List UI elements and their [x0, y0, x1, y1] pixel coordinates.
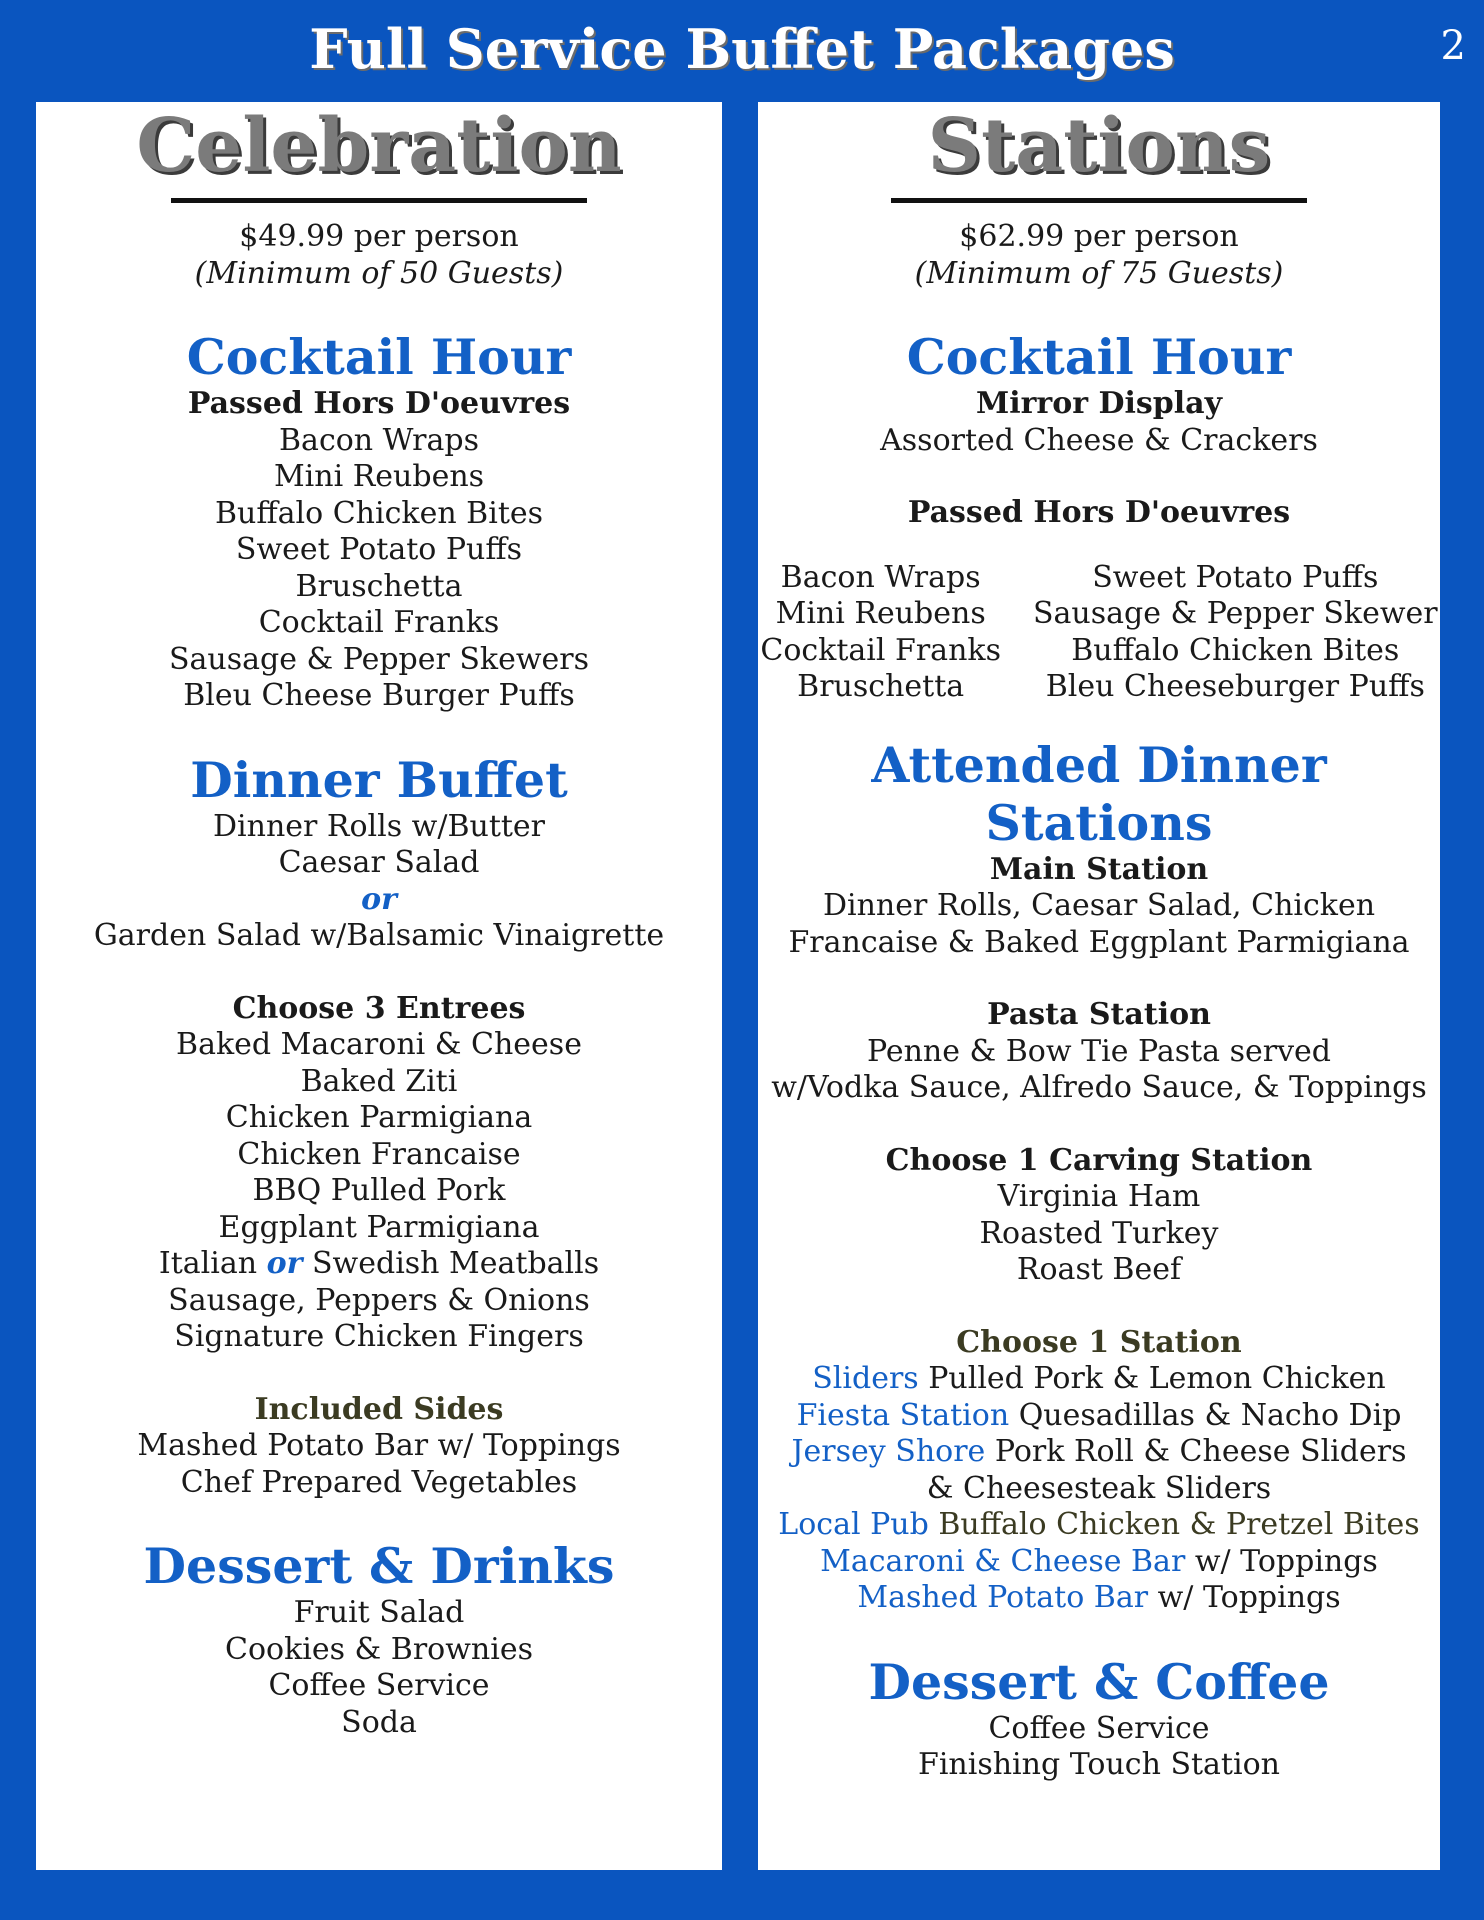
- station-option: [758, 1434, 1440, 1471]
- section-heading-dinner: Dinner Buffet: [190, 750, 568, 809]
- menu-item: Mini Reubens: [775, 596, 986, 631]
- station-option-desc: & Cheesesteak Sliders: [926, 1470, 1272, 1506]
- station-option: [758, 1544, 1440, 1581]
- package-name: Celebration: [136, 103, 622, 189]
- divider: [171, 198, 587, 203]
- station-option-desc: Buffalo Chicken & Pretzel Bites: [938, 1507, 1420, 1542]
- menu-item: Sweet Potato Puffs: [1092, 559, 1379, 595]
- station-option-name: Fiesta Station: [796, 1397, 1010, 1433]
- menu-item: Mini Reubens: [273, 459, 485, 494]
- station-option-desc: Pulled Pork & Lemon Chicken: [928, 1361, 1386, 1396]
- menu-item: Signature Chicken Fingers: [174, 1319, 584, 1354]
- guest-minimum: (Minimum of 50 Guests): [194, 255, 564, 291]
- station-option: [758, 1361, 1440, 1398]
- menu-item: Coffee Service: [988, 1710, 1210, 1746]
- menu-item: Penne & Bow Tie Pasta served: [867, 1033, 1331, 1069]
- section-heading-cocktail: Cocktail Hour: [186, 328, 572, 386]
- menu-item: Cocktail Franks: [258, 605, 500, 640]
- subheading-sides: Included Sides: [254, 1391, 504, 1427]
- guest-minimum: (Minimum of 75 Guests): [914, 255, 1284, 291]
- page-number: 2: [1440, 23, 1466, 69]
- menu-item: Bleu Cheese Burger Puffs: [183, 678, 575, 713]
- menu-item-meatballs: [36, 1246, 722, 1283]
- menu-item: Buffalo Chicken Bites: [1071, 632, 1400, 668]
- subheading-mirror: Mirror Display: [975, 386, 1223, 421]
- meatballs-option-b: Swedish Meatballs: [312, 1246, 600, 1281]
- station-option-name: Mashed Potato Bar: [857, 1580, 1149, 1615]
- station-option: [758, 1398, 1440, 1435]
- station-option-name: Jersey Shore: [791, 1434, 986, 1469]
- menu-item: Baked Ziti: [300, 1063, 458, 1099]
- menu-item: Roasted Turkey: [979, 1215, 1219, 1251]
- menu-item: Mashed Potato Bar w/ Toppings: [137, 1428, 621, 1463]
- menu-item: Fruit Salad: [293, 1595, 465, 1630]
- menu-item: Dinner Rolls, Caesar Salad, Chicken: [822, 888, 1376, 923]
- package-price: $62.99 per person: [959, 219, 1239, 254]
- section-heading-dinner: Attended Dinner Stations: [871, 735, 1327, 852]
- menu-item: Buffalo Chicken Bites: [214, 495, 544, 531]
- menu-item: BBQ Pulled Pork: [252, 1173, 506, 1208]
- menu-item: Caesar Salad: [278, 845, 480, 880]
- menu-item: Coffee Service: [268, 1668, 490, 1703]
- menu-item: Sausage & Pepper Skewer: [1032, 596, 1438, 631]
- menu-item: Sausage & Pepper Skewers: [168, 641, 590, 677]
- menu-item: Francaise & Baked Eggplant Parmigiana: [788, 924, 1410, 960]
- divider: [891, 198, 1307, 203]
- section-heading-dessert: Dessert & Drinks: [143, 1537, 615, 1595]
- package-price: $49.99 per person: [239, 219, 519, 254]
- station-option-desc: w/ Toppings: [1157, 1580, 1341, 1615]
- or-separator: or: [266, 1246, 303, 1281]
- station-option: [758, 1580, 1440, 1617]
- stations-package: [758, 102, 1440, 1870]
- subheading-main-station: Main Station: [989, 851, 1209, 887]
- menu-item: Bacon Wraps: [279, 422, 479, 458]
- package-name: Stations: [927, 103, 1271, 189]
- station-option-desc: Pork Roll & Cheese Sliders: [994, 1434, 1407, 1469]
- station-option: [758, 1507, 1440, 1544]
- menu-item: Garden Salad w/Balsamic Vinaigrette: [93, 918, 665, 953]
- passed-items-grid: [758, 560, 1440, 706]
- menu-item: Soda: [341, 1704, 417, 1740]
- subheading-carving-station: Choose 1 Carving Station: [885, 1142, 1313, 1178]
- menu-item: Bruschetta: [797, 669, 965, 704]
- menu-item: Sausage, Peppers & Onions: [168, 1282, 590, 1318]
- station-option-name: Local Pub: [778, 1507, 929, 1542]
- menu-item: Bleu Cheeseburger Puffs: [1045, 669, 1425, 704]
- page-title: Full Service Buffet Packages: [309, 17, 1175, 81]
- subheading-passed: Passed Hors D'oeuvres: [187, 386, 571, 421]
- station-option-name: Sliders: [812, 1361, 919, 1396]
- or-separator: or: [361, 881, 397, 917]
- menu-item: Assorted Cheese & Crackers: [880, 422, 1318, 458]
- menu-item: Baked Macaroni & Cheese: [176, 1027, 582, 1062]
- menu-item: Bruschetta: [295, 568, 463, 604]
- section-heading-cocktail: Cocktail Hour: [906, 328, 1292, 386]
- menu-item: Eggplant Parmigiana: [218, 1209, 540, 1245]
- menu-item: Sweet Potato Puffs: [235, 532, 523, 567]
- station-option-name: Macaroni & Cheese Bar: [820, 1543, 1186, 1579]
- subheading-passed: Passed Hors D'oeuvres: [907, 495, 1291, 530]
- menu-item: Bacon Wraps: [780, 559, 981, 595]
- menu-item: Chicken Francaise: [237, 1136, 521, 1172]
- section-heading-dessert: Dessert & Coffee: [868, 1652, 1330, 1711]
- menu-item: Dinner Rolls w/Butter: [212, 808, 546, 844]
- station-option: [758, 1471, 1440, 1508]
- menu-item: Roast Beef: [1016, 1252, 1182, 1287]
- subheading-entrees: Choose 3 Entrees: [232, 990, 526, 1026]
- menu-item: Chef Prepared Vegetables: [180, 1464, 578, 1500]
- menu-item: Cocktail Franks: [760, 632, 1001, 668]
- subheading-choose-station: Choose 1 Station: [956, 1324, 1242, 1360]
- menu-item: Virginia Ham: [997, 1179, 1201, 1214]
- menu-item: w/Vodka Sauce, Alfredo Sauce, & Toppings: [771, 1070, 1427, 1105]
- meatballs-option-a: Italian: [158, 1246, 258, 1281]
- menu-item: Cookies & Brownies: [225, 1631, 533, 1667]
- station-option-desc: Quesadillas & Nacho Dip: [1018, 1397, 1402, 1433]
- subheading-pasta-station: Pasta Station: [987, 997, 1211, 1032]
- menu-item: Chicken Parmigiana: [225, 1100, 533, 1135]
- celebration-package: [36, 102, 722, 1870]
- station-option-desc: w/ Toppings: [1194, 1543, 1378, 1579]
- menu-item: Finishing Touch Station: [918, 1747, 1280, 1782]
